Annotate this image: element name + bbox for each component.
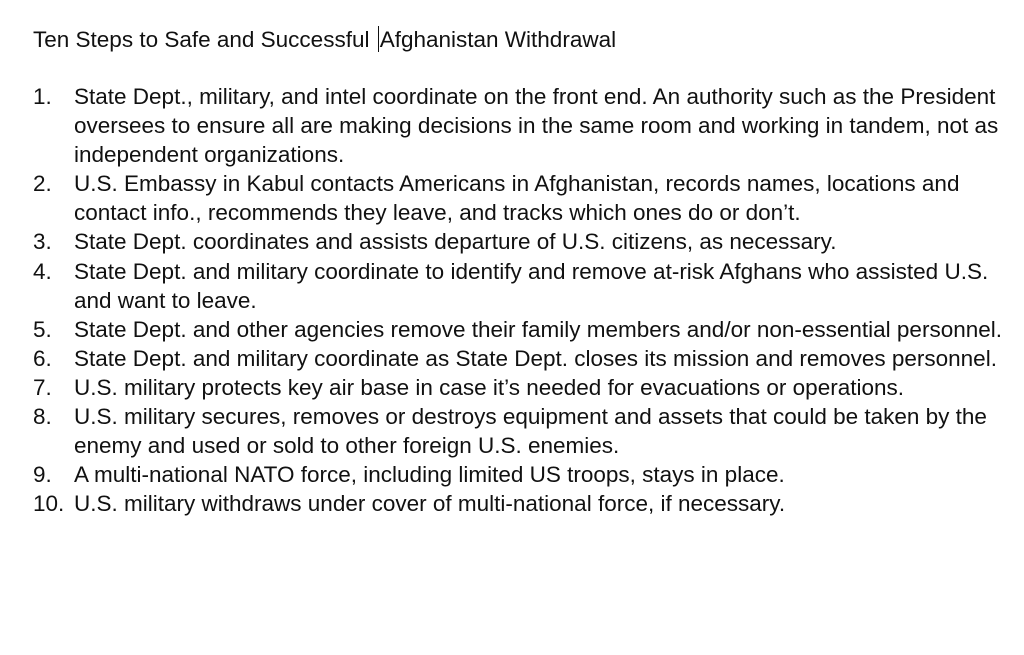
list-item-text: State Dept. coordinates and assists departure of U.S. citizens, as necessary. bbox=[74, 229, 837, 255]
title-text-before-cursor: Ten Steps to Safe and Successful bbox=[33, 27, 376, 52]
document-title bbox=[33, 25, 616, 54]
list-item-text: U.S. Embassy in Kabul contacts Americans in Afghanistan, records names, locations and contact info., recommends they leave, and tracks which ones do or don’t. bbox=[74, 171, 960, 226]
title-text-after-cursor: Afghanistan Withdrawal bbox=[379, 27, 617, 52]
list-number: 7. bbox=[33, 374, 52, 400]
list-item-text: A multi-national NATO force, including limited US troops, stays in place. bbox=[74, 462, 785, 488]
list-item bbox=[33, 169, 1018, 227]
list-item-text: State Dept. and military coordinate as State Dept. closes its mission and removes personnel. bbox=[74, 345, 997, 371]
list-item-text: U.S. military secures, removes or destroys equipment and assets that could be taken by the enemy and used or sold to other foreign U.S. enemies. bbox=[74, 404, 987, 459]
list-item bbox=[33, 227, 1018, 256]
list-item bbox=[33, 82, 1018, 169]
list-item-text: State Dept., military, and intel coordinate on the front end. An authority such as the President oversees to ensure all are making decisions in the same room and working in tandem, not as independent organizations. bbox=[74, 84, 999, 168]
list-number: 2. bbox=[33, 171, 52, 197]
list-item-text: State Dept. and other agencies remove their family members and/or non-essential personnel. bbox=[74, 316, 1002, 342]
list-number: 9. bbox=[33, 462, 52, 488]
list-number: 3. bbox=[33, 229, 52, 255]
list-number: 10. bbox=[33, 491, 65, 517]
list-item bbox=[33, 257, 1018, 315]
list-item-text: U.S. military protects key air base in case it’s needed for evacuations or operations. bbox=[74, 374, 904, 400]
list-item-text: State Dept. and military coordinate to identify and remove at-risk Afghans who assisted U.S. and want to leave. bbox=[74, 258, 989, 313]
list-item bbox=[33, 344, 1018, 373]
list-item bbox=[33, 373, 1018, 402]
list-number: 4. bbox=[33, 258, 52, 284]
list-item bbox=[33, 489, 1018, 518]
list-number: 1. bbox=[33, 84, 52, 109]
text-cursor bbox=[378, 26, 379, 52]
steps-list bbox=[33, 82, 1018, 518]
list-item bbox=[33, 402, 1018, 460]
list-item-text: U.S. military withdraws under cover of multi-national force, if necessary. bbox=[74, 491, 786, 517]
list-item bbox=[33, 315, 1018, 344]
list-item bbox=[33, 460, 1018, 489]
list-number: 6. bbox=[33, 345, 52, 371]
list-number: 8. bbox=[33, 404, 52, 430]
list-number: 5. bbox=[33, 316, 52, 342]
